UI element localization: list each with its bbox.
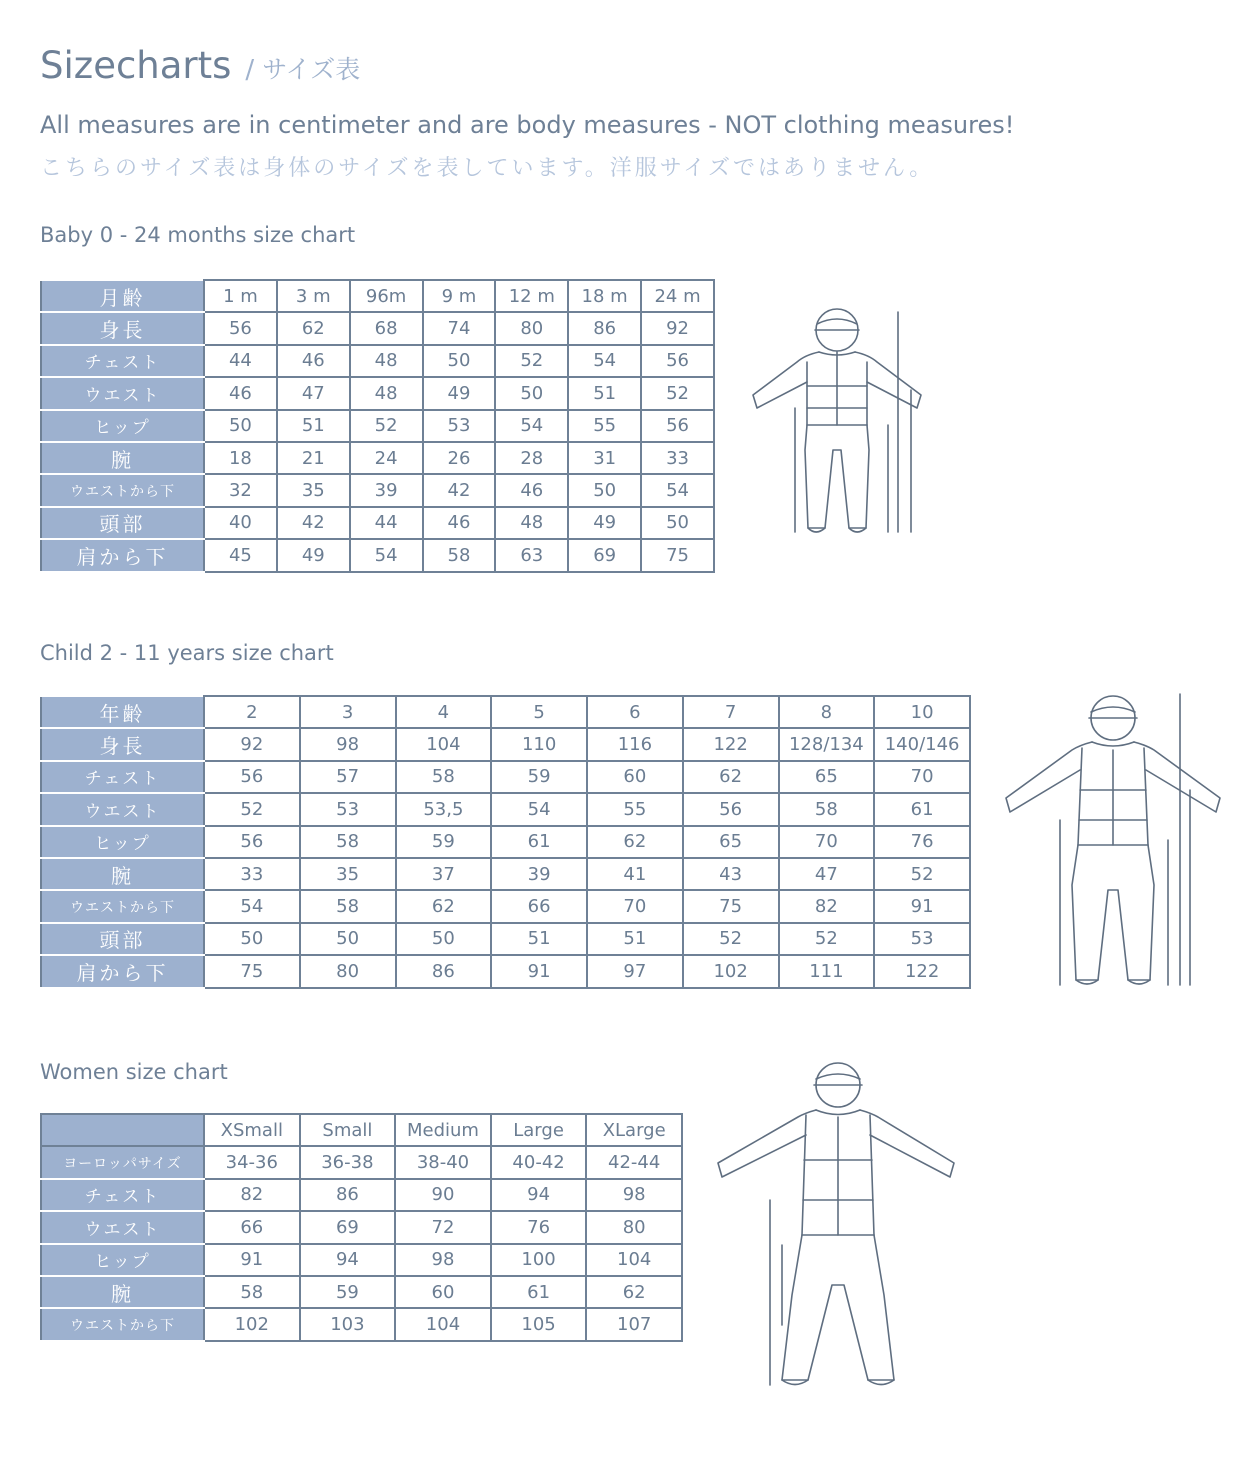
table-cell: 111: [779, 955, 875, 987]
table-cell: 50: [641, 507, 714, 539]
table-cell: 94: [300, 1244, 396, 1276]
table-cell: 50: [396, 923, 492, 955]
table-cell: 56: [683, 793, 779, 825]
table-cell: 35: [277, 474, 350, 506]
women-figure-illustration: [710, 1055, 965, 1395]
column-header: 7: [683, 696, 779, 728]
table-header-row: [41, 280, 714, 312]
table-corner-label: 月齢: [41, 280, 204, 312]
table-cell: 48: [495, 507, 568, 539]
table-cell: 62: [396, 890, 492, 922]
table-cell: 104: [396, 728, 492, 760]
table-cell: 52: [683, 923, 779, 955]
table-cell: 98: [395, 1244, 491, 1276]
table-cell: 37: [396, 858, 492, 890]
table-header-row: [41, 1114, 682, 1146]
table-cell: 61: [491, 1276, 587, 1308]
table-cell: 52: [495, 345, 568, 377]
table-cell: 107: [586, 1308, 682, 1340]
table-cell: 102: [204, 1308, 300, 1340]
table-row: [41, 312, 714, 344]
table-cell: 55: [568, 410, 641, 442]
table-cell: 105: [491, 1308, 587, 1340]
row-label: ウエスト: [41, 377, 204, 409]
column-header: 9 m: [423, 280, 496, 312]
table-cell: 94: [491, 1179, 587, 1211]
table-row: [41, 474, 714, 506]
table-row: [41, 955, 970, 987]
table-cell: 110: [491, 728, 587, 760]
intro-text-en: All measures are in centimeter and are body measures - NOT clothing measures!: [40, 111, 1015, 139]
table-cell: 56: [204, 826, 300, 858]
table-cell: 26: [423, 442, 496, 474]
page-title-en: Sizecharts: [40, 44, 232, 87]
women-chart-title: Women size chart: [40, 1060, 228, 1084]
table-cell: 70: [587, 890, 683, 922]
table-cell: 28: [495, 442, 568, 474]
table-cell: 50: [423, 345, 496, 377]
table-row: [41, 1244, 682, 1276]
row-label: 肩から下: [41, 539, 204, 571]
page-title-jp: サイズ表: [262, 55, 361, 84]
table-cell: 47: [277, 377, 350, 409]
table-row: [41, 345, 714, 377]
table-cell: 39: [350, 474, 423, 506]
table-cell: 54: [641, 474, 714, 506]
row-label: 頭部: [41, 507, 204, 539]
column-header: XLarge: [586, 1114, 682, 1146]
table-cell: 97: [587, 955, 683, 987]
table-cell: 54: [568, 345, 641, 377]
table-cell: 82: [204, 1179, 300, 1211]
table-cell: 116: [587, 728, 683, 760]
table-cell: 63: [495, 539, 568, 571]
table-cell: 51: [587, 923, 683, 955]
row-label: 頭部: [41, 923, 204, 955]
table-cell: 75: [204, 955, 300, 987]
baby-figure-illustration: [745, 300, 930, 545]
table-cell: 68: [350, 312, 423, 344]
row-label: ヒップ: [41, 826, 204, 858]
table-cell: 51: [568, 377, 641, 409]
table-cell: 40: [204, 507, 277, 539]
table-cell: 62: [587, 826, 683, 858]
row-label: ウエストから下: [41, 474, 204, 506]
table-cell: 74: [423, 312, 496, 344]
table-row: [41, 858, 970, 890]
table-cell: 52: [350, 410, 423, 442]
table-cell: 82: [779, 890, 875, 922]
table-cell: 21: [277, 442, 350, 474]
table-cell: 122: [874, 955, 970, 987]
table-cell: 65: [779, 761, 875, 793]
table-cell: 33: [641, 442, 714, 474]
table-row: [41, 1179, 682, 1211]
table-cell: 48: [350, 345, 423, 377]
table-cell: 62: [683, 761, 779, 793]
table-cell: 65: [683, 826, 779, 858]
table-cell: 43: [683, 858, 779, 890]
row-label: ヨーロッパサイズ: [41, 1146, 204, 1178]
row-label: ヒップ: [41, 410, 204, 442]
table-cell: 102: [683, 955, 779, 987]
table-cell: 50: [204, 923, 300, 955]
table-cell: 92: [204, 728, 300, 760]
table-cell: 42: [423, 474, 496, 506]
column-header: Medium: [395, 1114, 491, 1146]
table-corner-label: [41, 1114, 204, 1146]
table-cell: 50: [300, 923, 396, 955]
table-cell: 50: [204, 410, 277, 442]
table-cell: 56: [641, 345, 714, 377]
row-label: ウエスト: [41, 793, 204, 825]
table-row: [41, 507, 714, 539]
row-label: 腕: [41, 858, 204, 890]
table-cell: 48: [350, 377, 423, 409]
table-cell: 60: [587, 761, 683, 793]
table-row: [41, 761, 970, 793]
table-cell: 98: [300, 728, 396, 760]
table-cell: 80: [300, 955, 396, 987]
row-label: ウエストから下: [41, 890, 204, 922]
table-cell: 46: [495, 474, 568, 506]
table-cell: 58: [204, 1276, 300, 1308]
table-row: [41, 377, 714, 409]
row-label: ヒップ: [41, 1244, 204, 1276]
women-size-table: [40, 1113, 683, 1342]
table-cell: 86: [300, 1179, 396, 1211]
table-row: [41, 442, 714, 474]
table-cell: 54: [204, 890, 300, 922]
table-cell: 42: [277, 507, 350, 539]
table-cell: 80: [586, 1211, 682, 1243]
table-row: [41, 1211, 682, 1243]
column-header: Large: [491, 1114, 587, 1146]
table-cell: 46: [277, 345, 350, 377]
row-label: チェスト: [41, 761, 204, 793]
table-cell: 104: [586, 1244, 682, 1276]
table-cell: 90: [395, 1179, 491, 1211]
title-separator: /: [245, 55, 255, 85]
table-cell: 86: [396, 955, 492, 987]
table-cell: 86: [568, 312, 641, 344]
child-figure-illustration: [1000, 690, 1225, 990]
table-cell: 69: [568, 539, 641, 571]
column-header: 12 m: [495, 280, 568, 312]
table-cell: 91: [204, 1244, 300, 1276]
table-cell: 34-36: [204, 1146, 300, 1178]
baby-chart-title: Baby 0 - 24 months size chart: [40, 223, 356, 247]
table-cell: 49: [568, 507, 641, 539]
row-label: 身長: [41, 312, 204, 344]
table-cell: 59: [300, 1276, 396, 1308]
table-cell: 24: [350, 442, 423, 474]
column-header: 3: [300, 696, 396, 728]
table-cell: 70: [874, 761, 970, 793]
table-cell: 61: [491, 826, 587, 858]
column-header: 24 m: [641, 280, 714, 312]
table-cell: 122: [683, 728, 779, 760]
table-cell: 56: [641, 410, 714, 442]
table-row: [41, 793, 970, 825]
table-cell: 41: [587, 858, 683, 890]
table-cell: 59: [396, 826, 492, 858]
table-cell: 104: [395, 1308, 491, 1340]
table-cell: 49: [423, 377, 496, 409]
column-header: 10: [874, 696, 970, 728]
page-title: [40, 44, 360, 87]
table-cell: 42-44: [586, 1146, 682, 1178]
table-cell: 56: [204, 312, 277, 344]
table-cell: 44: [204, 345, 277, 377]
table-cell: 75: [683, 890, 779, 922]
table-cell: 80: [495, 312, 568, 344]
table-cell: 50: [495, 377, 568, 409]
intro-text-jp: こちらのサイズ表は身体のサイズを表しています。洋服サイズではありません。: [40, 156, 935, 181]
table-cell: 38-40: [395, 1146, 491, 1178]
table-cell: 49: [277, 539, 350, 571]
row-label: ウエストから下: [41, 1308, 204, 1340]
column-header: 4: [396, 696, 492, 728]
table-cell: 44: [350, 507, 423, 539]
baby-size-table: [40, 279, 715, 573]
row-label: 腕: [41, 1276, 204, 1308]
table-cell: 53: [423, 410, 496, 442]
column-header: 2: [204, 696, 300, 728]
table-row: [41, 539, 714, 571]
table-cell: 55: [587, 793, 683, 825]
row-label: 肩から下: [41, 955, 204, 987]
table-cell: 45: [204, 539, 277, 571]
table-cell: 60: [395, 1276, 491, 1308]
table-cell: 66: [491, 890, 587, 922]
table-row: [41, 890, 970, 922]
table-cell: 39: [491, 858, 587, 890]
table-cell: 72: [395, 1211, 491, 1243]
table-row: [41, 1276, 682, 1308]
table-cell: 91: [874, 890, 970, 922]
table-cell: 58: [396, 761, 492, 793]
row-label: ウエスト: [41, 1211, 204, 1243]
row-label: 身長: [41, 728, 204, 760]
row-label: チェスト: [41, 1179, 204, 1211]
table-cell: 53,5: [396, 793, 492, 825]
table-cell: 52: [641, 377, 714, 409]
table-cell: 54: [495, 410, 568, 442]
table-cell: 92: [641, 312, 714, 344]
table-cell: 98: [586, 1179, 682, 1211]
child-chart-title: Child 2 - 11 years size chart: [40, 641, 334, 665]
table-cell: 50: [568, 474, 641, 506]
table-cell: 61: [874, 793, 970, 825]
table-cell: 32: [204, 474, 277, 506]
column-header: 8: [779, 696, 875, 728]
column-header: 18 m: [568, 280, 641, 312]
table-cell: 54: [491, 793, 587, 825]
table-row: [41, 1308, 682, 1340]
column-header: 3 m: [277, 280, 350, 312]
table-row: [41, 728, 970, 760]
column-header: 96m: [350, 280, 423, 312]
table-cell: 58: [300, 826, 396, 858]
table-cell: 57: [300, 761, 396, 793]
table-cell: 140/146: [874, 728, 970, 760]
row-label: 腕: [41, 442, 204, 474]
table-cell: 36-38: [300, 1146, 396, 1178]
row-label: チェスト: [41, 345, 204, 377]
table-cell: 70: [779, 826, 875, 858]
table-cell: 53: [300, 793, 396, 825]
table-cell: 91: [491, 955, 587, 987]
table-cell: 58: [779, 793, 875, 825]
table-row: [41, 1146, 682, 1178]
table-row: [41, 410, 714, 442]
table-cell: 52: [874, 858, 970, 890]
table-cell: 128/134: [779, 728, 875, 760]
table-cell: 59: [491, 761, 587, 793]
column-header: 1 m: [204, 280, 277, 312]
table-cell: 53: [874, 923, 970, 955]
table-cell: 76: [874, 826, 970, 858]
table-cell: 103: [300, 1308, 396, 1340]
table-cell: 51: [491, 923, 587, 955]
table-cell: 69: [300, 1211, 396, 1243]
table-cell: 75: [641, 539, 714, 571]
table-cell: 100: [491, 1244, 587, 1276]
table-cell: 40-42: [491, 1146, 587, 1178]
table-cell: 52: [204, 793, 300, 825]
table-cell: 54: [350, 539, 423, 571]
table-cell: 46: [204, 377, 277, 409]
table-cell: 58: [300, 890, 396, 922]
column-header: Small: [300, 1114, 396, 1146]
table-cell: 62: [586, 1276, 682, 1308]
table-cell: 47: [779, 858, 875, 890]
table-cell: 31: [568, 442, 641, 474]
column-header: 5: [491, 696, 587, 728]
table-cell: 46: [423, 507, 496, 539]
column-header: 6: [587, 696, 683, 728]
table-cell: 62: [277, 312, 350, 344]
column-header: XSmall: [204, 1114, 300, 1146]
table-cell: 66: [204, 1211, 300, 1243]
table-cell: 35: [300, 858, 396, 890]
table-cell: 58: [423, 539, 496, 571]
table-cell: 76: [491, 1211, 587, 1243]
table-cell: 56: [204, 761, 300, 793]
table-row: [41, 923, 970, 955]
table-cell: 52: [779, 923, 875, 955]
table-cell: 51: [277, 410, 350, 442]
table-header-row: [41, 696, 970, 728]
table-corner-label: 年齢: [41, 696, 204, 728]
table-row: [41, 826, 970, 858]
table-cell: 18: [204, 442, 277, 474]
child-size-table: [40, 695, 971, 989]
table-cell: 33: [204, 858, 300, 890]
